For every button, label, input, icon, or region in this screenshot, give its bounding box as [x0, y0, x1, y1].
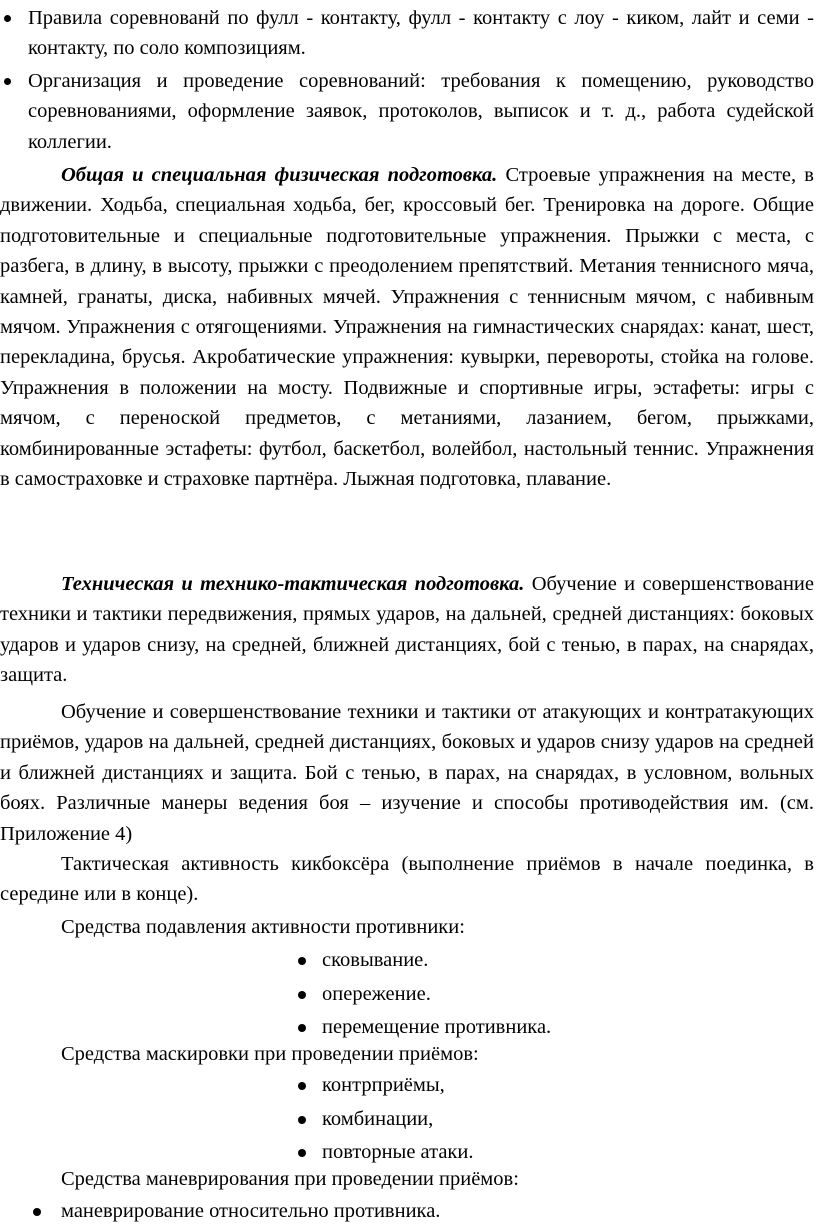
bullet-icon — [33, 1208, 41, 1216]
masking-list — [0, 1069, 473, 1170]
bullet-icon — [4, 15, 11, 22]
maneuvering-title: Средства маневрирования при проведении приёмов: — [61, 1168, 519, 1190]
list-item: перемещение противника. — [322, 1011, 551, 1045]
section-text: Строевые упражнения на месте, в движении. Ходьба, специальная ходьба, бег, кроссовый бег. Тренировка на дороге. Общие подготовительные и специальные подготовительные упражнения. Прыжки с места, с разбега, в длину, в высоту, прыжки с преодолением препятствий. Метания теннисного мяча, камней, гранаты, диска, набивных мячей. Упражнения с теннисным мячом, с набивным мячом. Упражнения с отягощениями. Упражнения на гимнастических снарядах: канат, шест, перекладина, брусья. Акробатические упражнения: кувырки, перевороты, стойка на голове. Упражнения в положении на мосту. Подвижные и спортивные игры, эстафеты: игры с мячом, с переноской предметов, с метаниями, лазанием, бегом, прыжками, комбинированные эстафеты: футбол, баскетбол, волейбол, настольный теннис. Упражнения в самостраховке и страховке партнёра. Лыжная подготовка, плавание. — [0, 164, 814, 491]
section-heading: Общая и специальная физическая подготовка. — [61, 164, 498, 186]
list-item: опережение. — [322, 978, 551, 1012]
masking-title: Средства маскировки при проведении приёмов: — [61, 1043, 479, 1065]
list-item: повторные атаки. — [322, 1136, 473, 1170]
bullet-icon — [4, 78, 11, 85]
bullet-text: Организация и проведение соревнований: требования к помещению, руководство соревнованиями, оформление заявок, протоколов, выписок и т. д., работа судейской коллегии. — [28, 70, 814, 153]
list-item: контрприёмы, — [322, 1069, 473, 1103]
bullet-icon — [298, 1082, 306, 1090]
training-paragraph: Обучение и совершенствование техники и тактики от атакующих и контратакующих приёмов, ударов на дальней, средней дистанциях, боковых и ударов снизу ударов на средней и ближней дистанциях и защита. Бой с тенью, в парах, на снарядах, в условном, вольных боях. Различные манеры ведения боя – изучение и способы противодействия им. (см. Приложение 4) — [0, 701, 814, 845]
suppression-list — [0, 944, 551, 1045]
bullet-text: Правила соревнованй по фулл - контакту, фулл - контакту с лоу - киком, лайт и семи - контакту, по соло композициям. — [28, 7, 814, 60]
bullet-icon — [298, 1149, 306, 1157]
section-heading: Техническая и технико-тактическая подготовка. — [61, 573, 525, 595]
list-item: сковывание. — [322, 944, 551, 978]
section-general-paragraph — [0, 160, 816, 494]
bullet-icon — [298, 1116, 306, 1124]
bullet-icon — [298, 957, 306, 965]
bullet-icon — [298, 1024, 306, 1032]
section-text: Обучение и совершенствование техники и тактики передвижения, прямых ударов, на дальней, средней дистанциях: боковых ударов и ударов снизу, на средней, ближней дистанциях, бой с тенью, в парах, на снарядах, защита. — [0, 573, 814, 687]
bullet-item — [0, 66, 816, 157]
suppression-title: Средства подавления активности противники: — [61, 916, 465, 938]
activity-paragraph: Тактическая активность кикбоксёра (выполнение приёмов в начале поединка, в середине или в конце). — [0, 853, 814, 906]
bullet-item — [0, 3, 816, 64]
list-item: комбинации, — [322, 1103, 473, 1137]
maneuvering-list-item: маневрирование относительно противника. — [0, 1196, 811, 1226]
bullet-icon — [298, 991, 306, 999]
section-technical-paragraph — [0, 569, 816, 691]
